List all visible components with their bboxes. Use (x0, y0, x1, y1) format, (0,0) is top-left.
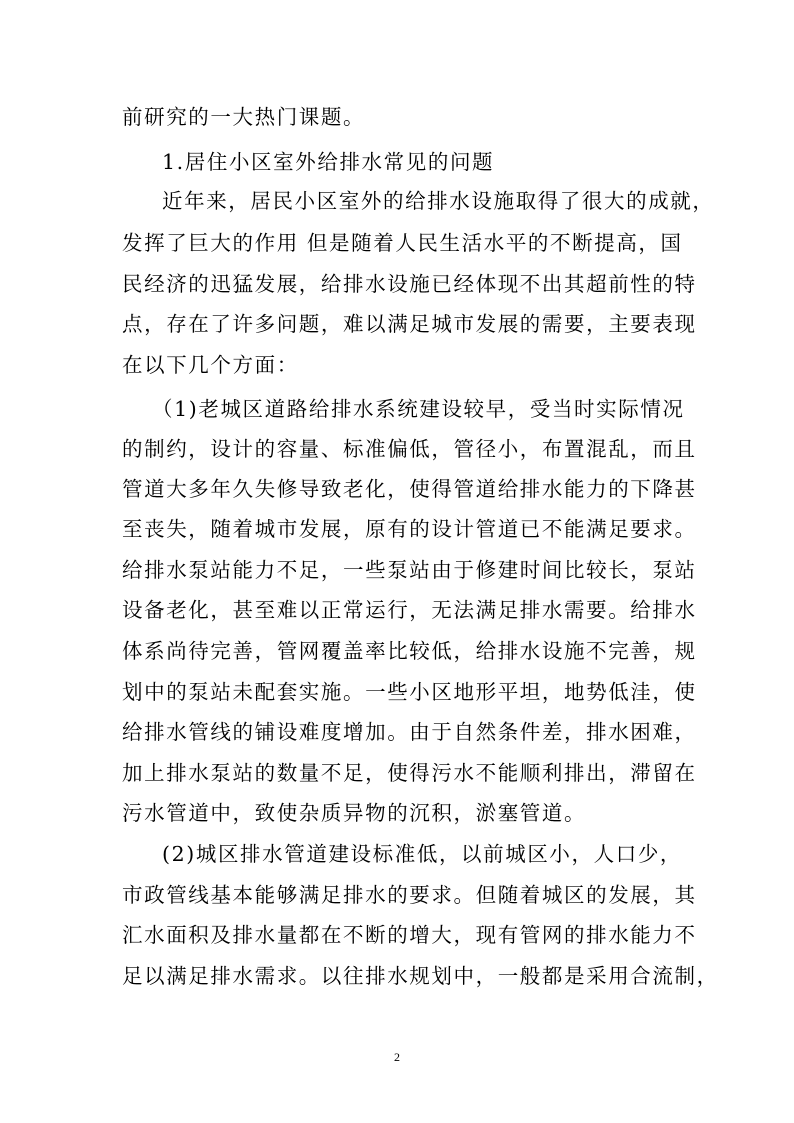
page-number: 2 (394, 1050, 400, 1064)
text-line: 管道大多年久失修导致老化，使得管道给排水能力的下降甚 (122, 477, 697, 501)
section-heading: 1.居住小区室外给排水常见的问题 (162, 150, 495, 174)
text-line: 前研究的一大热门课题。 (122, 105, 366, 129)
text-line: （1)老城区道路给排水系统建设较早，受当时实际情况 (152, 397, 685, 421)
text-line: 近年来，居民小区室外的给排水设施取得了很大的成就， (162, 189, 715, 213)
text-line: 至丧失，随着城市发展，原有的设计管道已不能满足要求。 (122, 517, 697, 541)
text-line: 给排水泵站能力不足，一些泵站由于修建时间比较长，泵站 (122, 558, 697, 582)
text-line: 体系尚待完善，管网覆盖率比较低，给排水设施不完善，规 (122, 639, 697, 663)
text-line: 点，存在了许多问题，难以满足城市发展的需要，主要表现 (122, 312, 697, 336)
text-line: 民经济的迅猛发展，给排水设施已经体现不出其超前性的特 (122, 272, 697, 296)
text-line: 发挥了巨大的作用 但是随着人民生活水平的不断提高，国 (122, 231, 683, 255)
text-line: 市政管线基本能够满足排水的要求。但随着城区的发展，其 (122, 883, 697, 907)
text-line: 汇水面积及排水量都在不断的增大，现有管网的排水能力不 (122, 923, 697, 947)
text-line: 加上排水泵站的数量不足，使得污水不能顺利排出，滞留在 (122, 761, 697, 785)
text-line: 在以下几个方面： (122, 353, 299, 377)
text-line: 设备老化，甚至难以正常运行，无法满足排水需要。给排水 (122, 598, 697, 622)
text-line: 的制约，设计的容量、标准偏低，管径小，布置混乱，而且 (122, 437, 697, 461)
text-line: 污水管道中，致使杂质异物的沉积，淤塞管道。 (122, 801, 587, 825)
text-line: (2)城区排水管道建设标准低，以前城区小，人口少， (162, 842, 683, 866)
text-line: 足以满足排水需求。以往排水规划中，一般都是采用合流制， (122, 964, 719, 988)
text-line: 给排水管线的铺设难度增加。由于自然条件差，排水困难， (122, 720, 697, 744)
text-line: 划中的泵站未配套实施。一些小区地形平坦，地势低洼，使 (122, 680, 697, 704)
